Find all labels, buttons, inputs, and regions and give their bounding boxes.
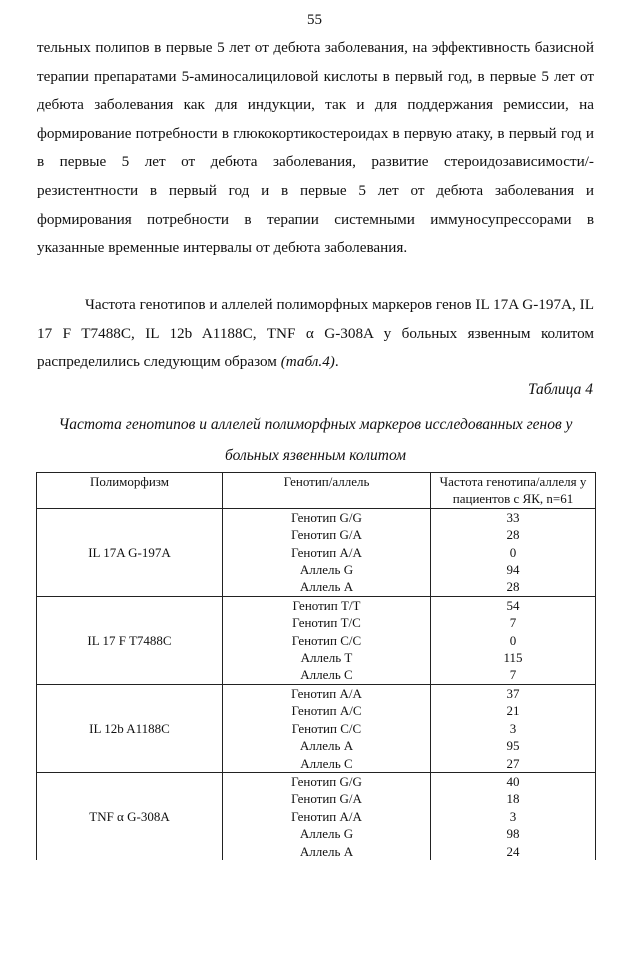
frequency-cell: 3 bbox=[431, 720, 596, 737]
frequency-cell: 98 bbox=[431, 825, 596, 842]
table-row bbox=[37, 772, 596, 790]
paragraph-2-end: . bbox=[334, 353, 339, 371]
frequency-cell: 7 bbox=[431, 666, 596, 684]
genotype-allele-cell: Аллель A bbox=[223, 843, 431, 860]
table-header-row bbox=[37, 473, 596, 509]
genotype-allele-cell: Генотип A/A bbox=[223, 544, 431, 561]
frequency-cell: 54 bbox=[431, 596, 596, 614]
table-body bbox=[37, 508, 596, 860]
genotype-allele-cell: Аллель C bbox=[223, 666, 431, 684]
frequency-cell: 28 bbox=[431, 526, 596, 543]
genotype-allele-cell: Генотип T/T bbox=[223, 596, 431, 614]
header-frequency: Частота генотипа/аллеля у пациентов с ЯК, n=61 bbox=[431, 473, 596, 509]
frequency-cell: 115 bbox=[431, 649, 596, 666]
genotype-allele-cell: Генотип G/G bbox=[223, 508, 431, 526]
header-polymorphism: Полиморфизм bbox=[37, 473, 223, 509]
table-reference: (табл.4) bbox=[280, 353, 335, 371]
genotype-allele-cell: Генотип C/C bbox=[223, 720, 431, 737]
page-number: 55 bbox=[307, 12, 322, 28]
genotype-allele-cell: Генотип A/A bbox=[223, 684, 431, 702]
genotype-allele-cell: Генотип G/A bbox=[223, 526, 431, 543]
polymorphism-cell: IL 12b A1188C bbox=[37, 684, 223, 772]
genotype-allele-cell: Генотип T/C bbox=[223, 614, 431, 631]
frequency-cell: 95 bbox=[431, 737, 596, 754]
frequency-cell: 0 bbox=[431, 632, 596, 649]
genotype-allele-cell: Генотип G/G bbox=[223, 772, 431, 790]
frequency-cell: 37 bbox=[431, 684, 596, 702]
header-genotype-allele: Генотип/аллель bbox=[223, 473, 431, 509]
frequency-cell: 28 bbox=[431, 578, 596, 596]
table-number: Таблица 4 bbox=[527, 381, 593, 398]
genotype-allele-cell: Генотип A/C bbox=[223, 702, 431, 719]
genotype-allele-cell: Аллель G bbox=[223, 561, 431, 578]
genotype-allele-cell: Аллель G bbox=[223, 825, 431, 842]
body-paragraph-2 bbox=[37, 291, 594, 377]
genotype-allele-cell: Аллель C bbox=[223, 755, 431, 773]
polymorphism-cell: IL 17 F T7488C bbox=[37, 596, 223, 684]
frequency-cell: 7 bbox=[431, 614, 596, 631]
frequency-cell: 27 bbox=[431, 755, 596, 773]
genotype-allele-cell: Аллель T bbox=[223, 649, 431, 666]
table-row bbox=[37, 508, 596, 526]
genotype-allele-cell: Генотип C/C bbox=[223, 632, 431, 649]
genotype-allele-cell: Аллель A bbox=[223, 578, 431, 596]
genotype-frequency-table bbox=[36, 472, 596, 860]
frequency-cell: 24 bbox=[431, 843, 596, 860]
frequency-cell: 94 bbox=[431, 561, 596, 578]
table-row bbox=[37, 684, 596, 702]
paragraph-2-text: Частота генотипов и аллелей полиморфных маркеров генов IL 17A G-197A, IL 17 F T7488C, IL 12b A1188C, TNF α G-308A у больных язвенным колитом распределились следующим образом bbox=[37, 296, 594, 371]
genotype-allele-cell: Генотип G/A bbox=[223, 790, 431, 807]
frequency-cell: 33 bbox=[431, 508, 596, 526]
frequency-cell: 0 bbox=[431, 544, 596, 561]
frequency-cell: 21 bbox=[431, 702, 596, 719]
table-row bbox=[37, 596, 596, 614]
frequency-cell: 18 bbox=[431, 790, 596, 807]
genotype-allele-cell: Аллель A bbox=[223, 737, 431, 754]
table-caption: Частота генотипов и аллелей полиморфных маркеров исследованных генов у больных язвенным колитом bbox=[58, 416, 573, 464]
polymorphism-cell: IL 17A G-197A bbox=[37, 508, 223, 596]
frequency-cell: 3 bbox=[431, 808, 596, 825]
body-paragraph-1: тельных полипов в первые 5 лет от дебюта заболевания, на эффективность базисной терапии препаратами 5-аминосалициловой кислоты в первый год, в первые 5 лет от дебюта заболевания как для индукции, так и для поддержания ремиссии, на формирование потребности в глюкокортикостероидах в первую атаку, в первый год и в первые 5 лет от дебюта заболевания, развитие стероидозависимости/-резистентности в первый год и в первые 5 лет от дебюта заболевания и формирования потребности в терапии системными иммуносупрессорами в указанные временные интервалы от дебюта заболевания. bbox=[37, 39, 594, 257]
polymorphism-cell: TNF α G-308A bbox=[37, 772, 223, 860]
genotype-allele-cell: Генотип A/A bbox=[223, 808, 431, 825]
frequency-cell: 40 bbox=[431, 772, 596, 790]
